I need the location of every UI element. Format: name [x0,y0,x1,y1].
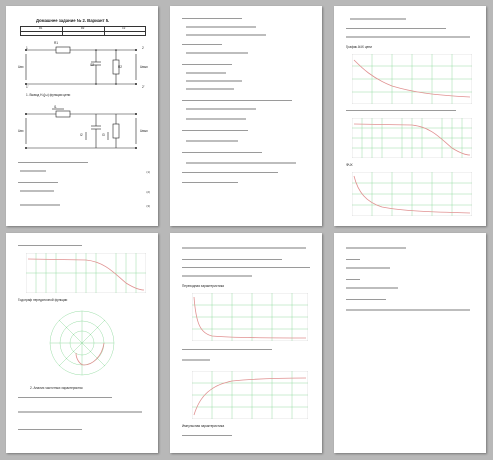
equation [346,247,406,249]
equation [186,118,246,120]
circuit-diagram-1 [16,40,148,90]
equation [346,36,470,38]
graph-3 [352,172,472,216]
text-line [182,44,222,45]
document-page-1 [6,6,158,226]
text-line [346,299,386,300]
label-c2: C2 [90,63,95,67]
label-r2: R2 [118,65,123,69]
text-line [18,182,58,183]
equation [20,190,54,192]
equation [186,52,248,54]
text-line [346,28,446,29]
graph-caption-4: Годограф передаточной функции [18,298,68,302]
text-line [18,397,112,398]
label-i1: I1 [54,105,57,109]
label-uout-2: Uвых [140,129,148,133]
label-node-2p: 2' [142,85,145,89]
document-page-4 [6,233,158,453]
label-uin-2: Uвх [18,129,24,133]
text-line [18,429,82,430]
graph-2 [352,118,472,158]
equation [186,80,242,82]
text-line [182,130,248,131]
equation [350,18,406,20]
equation [182,359,210,361]
text-line [346,279,360,280]
text-line [182,267,310,268]
equation [186,26,256,28]
label-i2: I2 [80,133,83,137]
document-page-6 [334,233,486,453]
text-line [182,18,242,19]
equation-number-1: (1) [146,170,150,174]
equation [346,267,390,269]
equation [186,140,238,142]
graph-4 [26,253,146,293]
equation [186,108,256,110]
label-node-1p: 1' [26,85,29,89]
equation [182,275,252,277]
table-header-c2: C2 [122,26,126,30]
label-uin: Uвх [18,65,24,69]
section-1-heading: 1. Вывод H-(jω) функции цепи [26,93,71,97]
text-line [182,172,278,173]
label-i3: I3 [102,133,105,137]
parameter-table [20,26,146,36]
graph-5 [192,293,308,341]
document-title: Домашнее задание № 2. Вариант 5. [36,18,110,23]
circuit-diagram-2 [16,104,148,154]
graph-caption-1: График АЧХ цепи [346,45,372,49]
equation [186,162,296,164]
document-page-5 [170,233,322,453]
label-node-2: 2 [142,46,144,50]
text-line [18,162,88,163]
equation [346,287,398,289]
equation-number-3: (3) [146,204,150,208]
text-line [182,152,262,153]
table-header-r2: R2 [81,26,85,30]
label-node-1: 1 [26,46,28,50]
graph-caption-3: ФЧХ [346,163,353,167]
document-page-2 [170,6,322,226]
text-line [182,64,232,65]
equation [20,204,60,206]
text-line [182,349,272,350]
graph-caption-6: Импульсная характеристика [182,424,225,428]
graph-6 [192,371,308,419]
text-line [346,259,360,260]
document-page-3 [334,6,486,226]
label-uout: Uвых [140,65,148,69]
equation-number-2: (2) [146,190,150,194]
equation [346,309,470,311]
table-header-r1: R1 [39,26,43,30]
equation [18,411,142,413]
text-line [18,245,82,246]
equation [186,72,226,74]
graph-1 [352,54,472,104]
text-line [182,435,232,436]
equation [182,247,306,249]
text-line [182,259,282,260]
section-2-heading: 2. Анализ частотных характеристик [30,386,83,390]
text-line [182,182,238,183]
equation [20,170,46,172]
equation [186,34,266,36]
text-line [346,110,456,111]
graph-caption-5: Переходная характеристика [182,284,224,288]
text-line [182,100,292,101]
label-r1: R1 [54,41,59,45]
equation [186,88,234,90]
hodograph-plot [46,307,118,379]
